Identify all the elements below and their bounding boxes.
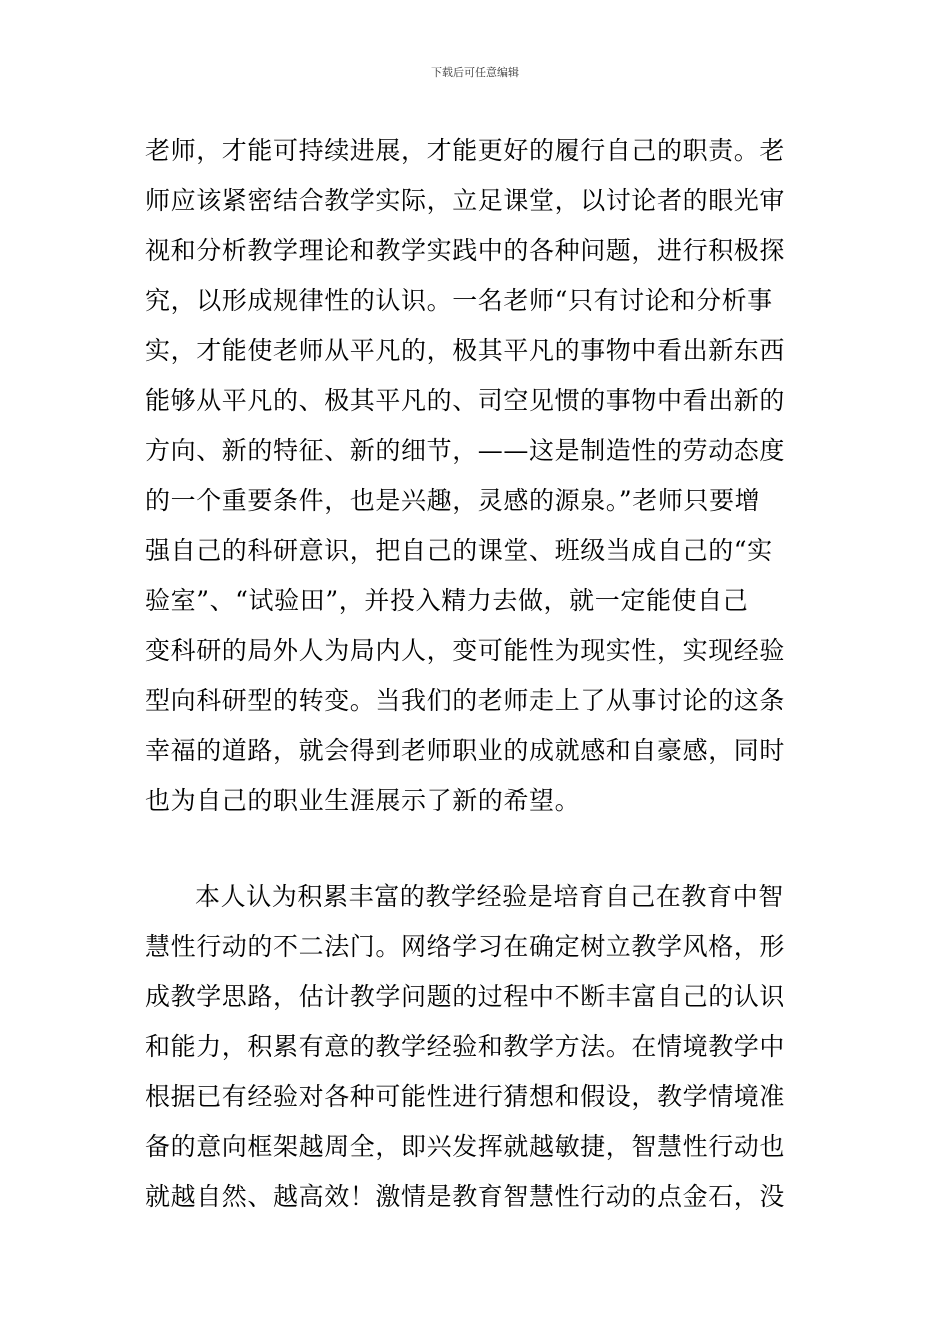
text-line: 和能力，积累有意的教学经验和教学方法。在情境教学中 [145,1032,786,1061]
text-line: 备的意向框架越周全，即兴发挥就越敏捷，智慧性行动也 [145,1132,786,1161]
text-line: 也为自己的职业生涯展示了新的希望。 [145,786,581,815]
text-line: 能够从平凡的、极其平凡的、司空见惯的事物中看出新的 [145,386,786,415]
text-line: 视和分析教学理论和教学实践中的各种问题，进行积极探 [145,236,786,265]
text-line: 师应该紧密结合教学实际，立足课堂，以讨论者的眼光审 [145,186,786,215]
text-line: 老师，才能可持续进展，才能更好的履行自己的职责。老 [145,136,786,165]
text-line: 验室”、“试验田”，并投入精力去做，就一定能使自己 [145,586,749,615]
text-line: 就越自然、越高效！激情是教育智慧性行动的点金石，没 [145,1182,786,1211]
paragraph-2 [145,872,805,1222]
text-line: 方向、新的特征、新的细节，——这是制造性的劳动态度 [145,436,786,465]
paragraph-1 [145,126,805,826]
text-line: 强自己的科研意识，把自己的课堂、班级当成自己的“实 [145,536,773,565]
text-line: 变科研的局外人为局内人，变可能性为现实性，实现经验 [145,636,786,665]
text-line: 型向科研型的转变。当我们的老师走上了从事讨论的这条 [145,686,786,715]
text-line: 慧性行动的不二法门。网络学习在确定树立教学风格，形 [145,932,786,961]
page-header: 下载后可任意编辑 [431,66,519,79]
text-line: 的一个重要条件，也是兴趣，灵感的源泉。”老师只要增 [145,486,761,515]
text-line-indented: 本人认为积累丰富的教学经验是培育自己在教育中智 [195,882,784,911]
text-line: 成教学思路，估计教学问题的过程中不断丰富自己的认识 [145,982,786,1011]
text-line: 幸福的道路，就会得到老师职业的成就感和自豪感，同时 [145,736,786,765]
text-line: 究，以形成规律性的认识。一名老师“只有讨论和分析事 [145,286,773,315]
text-line: 根据已有经验对各种可能性进行猜想和假设，教学情境准 [145,1082,786,1111]
text-line: 实，才能使老师从平凡的，极其平凡的事物中看出新东西 [145,336,786,365]
